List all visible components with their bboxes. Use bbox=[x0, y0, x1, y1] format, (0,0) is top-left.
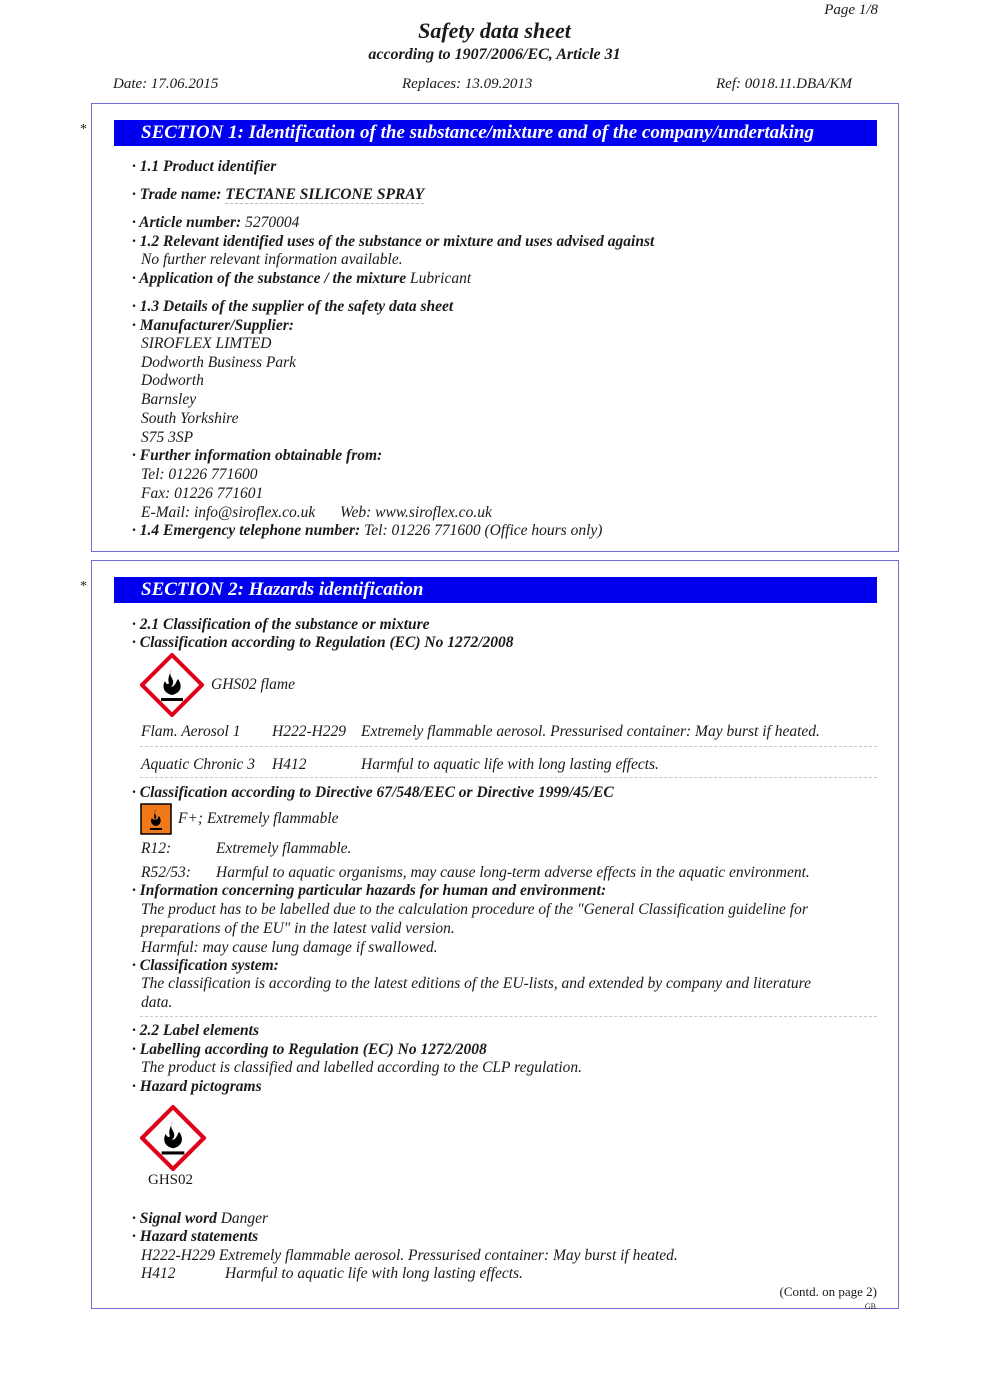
identified-uses-text: No further relevant information available. bbox=[141, 251, 403, 268]
trade-name-row bbox=[132, 186, 424, 204]
r-phrase-code: R12: bbox=[141, 840, 172, 857]
label-elements-heading: · 2.2 Label elements bbox=[132, 1022, 259, 1039]
application-label: · Application of the substance / the mixture bbox=[132, 270, 407, 287]
replaces-date: Replaces: 13.09.2013 bbox=[402, 76, 533, 92]
hazard-text: Extremely flammable aerosol. Pressurised container: May burst if heated. bbox=[361, 723, 820, 740]
orange-flame-symbol-icon bbox=[140, 803, 172, 835]
document-date: Date: 17.06.2015 bbox=[113, 76, 219, 92]
hazard-code: H222-H229 bbox=[272, 723, 347, 740]
ghs02-flame-icon bbox=[140, 1105, 206, 1171]
trade-name-label: · Trade name: bbox=[132, 186, 222, 203]
divider bbox=[140, 746, 877, 747]
revision-marker: * bbox=[80, 122, 87, 137]
labelling-text: The product is classified and labelled according to the CLP regulation. bbox=[141, 1059, 583, 1076]
address-line: Dodworth Business Park bbox=[141, 354, 296, 371]
telephone: Tel: 01226 771600 bbox=[141, 466, 258, 483]
address-line: SIROFLEX LIMTED bbox=[141, 335, 272, 352]
address-line: South Yorkshire bbox=[141, 410, 239, 427]
hazard-code: H412 bbox=[272, 756, 307, 773]
hazard-category: Aquatic Chronic 3 bbox=[141, 756, 255, 773]
emergency-value: Tel: 01226 771600 (Office hours only) bbox=[364, 522, 603, 539]
revision-marker: * bbox=[80, 579, 87, 594]
directive-symbol-label: F+; Extremely flammable bbox=[178, 810, 339, 827]
email-link[interactable]: E-Mail: info@siroflex.co.uk bbox=[141, 504, 316, 521]
labelling-heading: · Labelling according to Regulation (EC) No 1272/2008 bbox=[132, 1041, 487, 1058]
directive-heading: · Classification according to Directive 67/548/EEC or Directive 1999/45/EC bbox=[132, 784, 614, 801]
signal-word-value: Danger bbox=[220, 1210, 269, 1227]
further-info-heading: · Further information obtainable from: bbox=[132, 447, 383, 464]
address-line: Barnsley bbox=[141, 391, 197, 408]
ghs02-flame-icon bbox=[140, 653, 204, 717]
page-number: Page 1/8 bbox=[824, 2, 878, 18]
regulation-heading: · Classification according to Regulation (EC) No 1272/2008 bbox=[132, 634, 514, 651]
application-value: Lubricant bbox=[410, 270, 472, 287]
manufacturer-heading: · Manufacturer/Supplier: bbox=[132, 317, 294, 334]
info-hazards-text: The product has to be labelled due to the calculation procedure of the "General Classification guideline for bbox=[141, 901, 808, 918]
pictogram-caption: GHS02 bbox=[148, 1172, 194, 1188]
document-title: Safety data sheet bbox=[418, 18, 571, 43]
ghs02-label: GHS02 flame bbox=[211, 676, 295, 693]
article-number-row bbox=[132, 214, 299, 232]
classification-system-text: data. bbox=[141, 994, 173, 1011]
address-line: Dodworth bbox=[141, 372, 204, 389]
hazard-text: Harmful to aquatic life with long lasting effects. bbox=[361, 756, 659, 773]
divider bbox=[140, 1016, 877, 1017]
divider bbox=[140, 777, 877, 778]
hazard-statement-text: Harmful to aquatic life with long lasting effects. bbox=[225, 1265, 523, 1282]
article-number-label: · Article number: bbox=[132, 214, 242, 231]
fax: Fax: 01226 771601 bbox=[141, 485, 264, 502]
signal-word-row bbox=[132, 1210, 268, 1228]
r-phrase-text: Harmful to aquatic organisms, may cause long-term adverse effects in the aquatic environment. bbox=[216, 864, 810, 881]
signal-word-label: · Signal word bbox=[132, 1210, 217, 1227]
address-line: S75 3SP bbox=[141, 429, 194, 446]
hazard-category: Flam. Aerosol 1 bbox=[141, 723, 241, 740]
document-subtitle: according to 1907/2006/EC, Article 31 bbox=[368, 46, 621, 63]
article-number-value: 5270004 bbox=[245, 214, 300, 231]
continued-note: (Contd. on page 2) bbox=[779, 1284, 877, 1299]
pictograms-heading: · Hazard pictograms bbox=[132, 1078, 262, 1095]
info-hazards-text: Harmful: may cause lung damage if swallowed. bbox=[141, 939, 438, 956]
classification-heading: · 2.1 Classification of the substance or mixture bbox=[132, 616, 430, 633]
trade-name-value: TECTANE SILICONE SPRAY bbox=[225, 186, 425, 203]
r-phrase-text: Extremely flammable. bbox=[216, 840, 352, 857]
country-code: GB bbox=[864, 1302, 876, 1311]
hazard-statement-code: H412 bbox=[141, 1265, 176, 1282]
product-identifier-heading: · 1.1 Product identifier bbox=[132, 158, 277, 175]
application-row bbox=[132, 270, 471, 288]
classification-system-text: The classification is according to the latest editions of the EU-lists, and extended by company and literature bbox=[141, 975, 811, 992]
emergency-row bbox=[132, 522, 602, 540]
section2-title: SECTION 2: Hazards identification bbox=[114, 577, 877, 603]
emergency-label: · 1.4 Emergency telephone number: bbox=[132, 522, 361, 539]
info-hazards-text: preparations of the EU" in the latest valid version. bbox=[141, 920, 455, 937]
r-phrase-code: R52/53: bbox=[141, 864, 191, 881]
supplier-details-heading: · 1.3 Details of the supplier of the safety data sheet bbox=[132, 298, 454, 315]
document-ref: Ref: 0018.11.DBA/KM bbox=[716, 76, 852, 92]
info-hazards-heading: · Information concerning particular hazards for human and environment: bbox=[132, 882, 607, 899]
classification-system-heading: · Classification system: bbox=[132, 957, 279, 974]
identified-uses-heading: · 1.2 Relevant identified uses of the substance or mixture and uses advised against bbox=[132, 233, 655, 250]
hazard-statement: H222-H229 Extremely flammable aerosol. Pressurised container: May burst if heated. bbox=[141, 1247, 678, 1264]
hazard-statements-heading: · Hazard statements bbox=[132, 1228, 259, 1245]
section1-title: SECTION 1: Identification of the substance/mixture and of the company/undertaking bbox=[114, 120, 877, 146]
web-link[interactable]: Web: www.siroflex.co.uk bbox=[340, 504, 492, 521]
